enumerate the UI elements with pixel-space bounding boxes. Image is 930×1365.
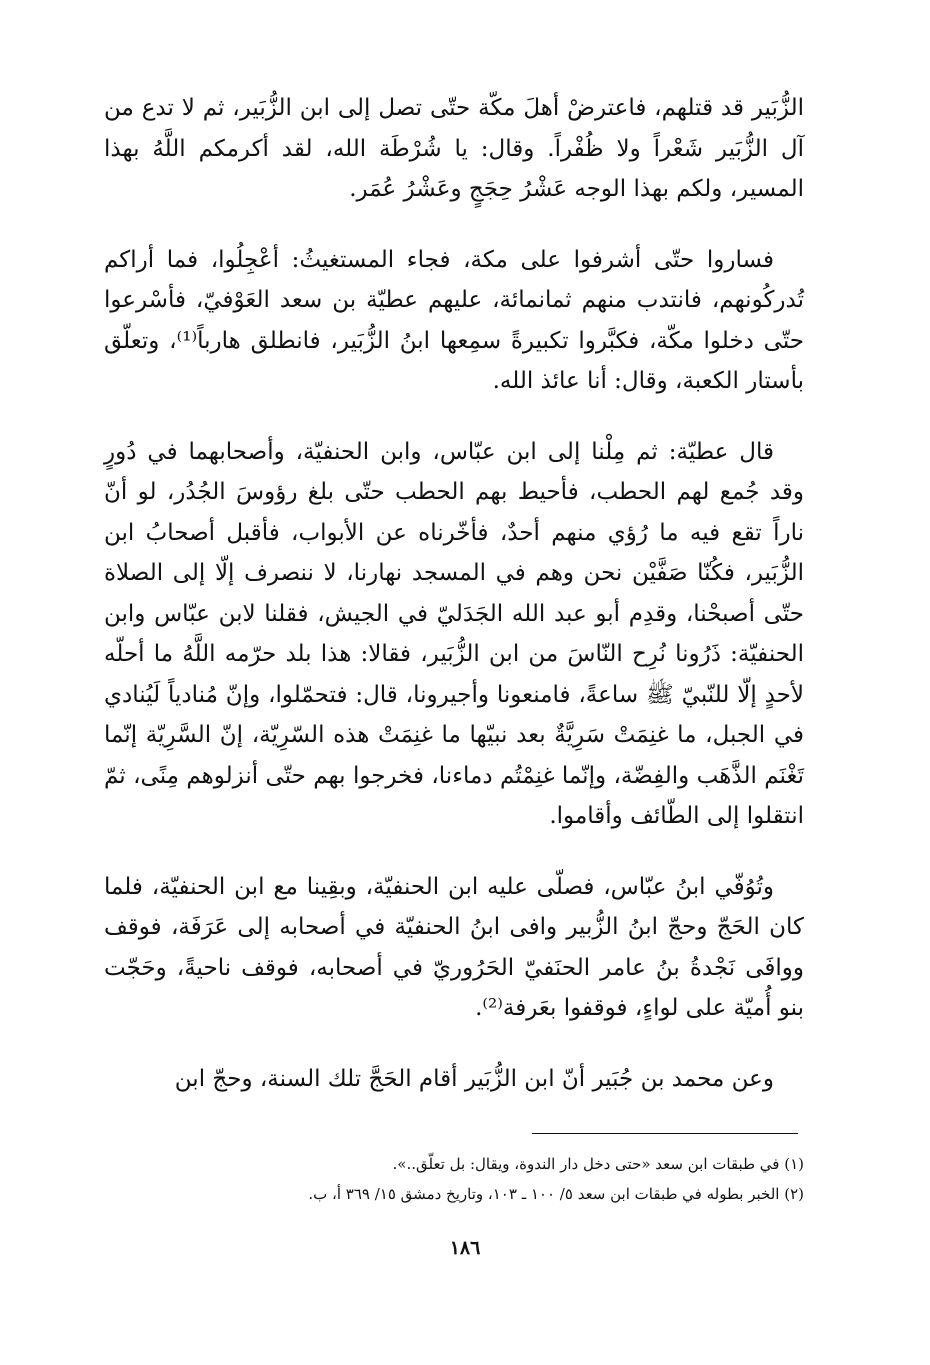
paragraph-2: فساروا حتّى أشرفوا على مكة، فجاء المستغيثُ: أعْجِلُوا، فما أراكم تُدركُونهم، فانتدب منهم ثمانمائة، عليهم عطيّة بن سعد العَوْفيّ، فأسْرعوا حتّى دخلوا مكّة، فكبَّروا تكبيرةً سمِعها ابنُ الزُّبَير، فانطلق هارباً⁽¹⁾، وتعلّق بأستار الكعبة، وقال: أنا عائذ الله.	[104, 246, 804, 394]
main-text	[104, 88, 804, 1099]
paragraph-1: الزُّبَير قد قتلهم، فاعترضْ أهلَ مكّة حتّى تصل إلى ابن الزُّبَير، ثم لا تدع من آل الزُّبَير شَعْراً ولا ظُفْراً. وقال: يا شُرْطَة الله، لقد أكرمكم اللَّهُ بهذا المسير، ولكم بهذا الوجه عَشْرُ حِجَجٍ وعَشْرُ عُمَر.	[104, 95, 804, 202]
footnote-2: (٢) الخبر بطوله في طبقات ابن سعد ٥/ ١٠٠ ـ ١٠٣، وتاريخ دمشق ١٥/ ٣٦٩ أ، ب.	[308, 1185, 804, 1203]
paragraph-3: قال عطيّة: ثم مِلْنا إلى ابن عبّاس، وابن الحنفيّة، وأصحابهما في دُورٍ وقد جُمع لهم الحطب، فأحيط بهم الحطب حتّى بلغ رؤوسَ الجُدُر، لو أنّ ناراً تقع فيه ما رُؤي منهم أحدٌ، فأخّرناه عن الأبواب، فأقبل أصحابُ ابن الزُّبَير، فكُنّا صَفَّيْن نحن وهم في المسجد نهارنا، لا ننصرف إلّا إلى الصلاة حتّى أصبحْنا، وقدِم أبو عبد الله الجَدَليّ في الجيش، فقلنا لابن عبّاس وابن الحنفيّة: ذَرُونا نُرِح النّاسَ من ابن الزُّبَير، فقالا: هذا بلد حرّمه اللَّهُ ما أحلّه لأحدٍ إلّا للنّبيّ ﷺ ساعةً، فامنعونا وأجيرونا، قال: فتحمّلوا، وإنّ مُنادياً لَيُنادي في الجبل، ما غنِمَتْ سَرِيَّةٌ بعد نبيّها ما غنِمَتْ هذه السّرِيّة، إنّ السَّرِيّة إنّما تَغْنَم الذَّهَب والفِضّة، وإنّما غنِمْتُم دماءنا، فخرجوا بهم حتّى أنزلوهم مِنًى، ثمّ انتقلوا إلى الطّائف وأقاموا.	[104, 438, 804, 829]
footnotes	[104, 1149, 804, 1209]
paragraph-4: وتُوُفّي ابنُ عبّاس، فصلّى عليه ابن الحنفيّة، وبقِينا مع ابن الحنفيّة، فلما كان الحَجّ وحجّ ابنُ الزُّبير وافى ابنُ الحنفيّة في أصحابه إلى عَرَفَة، فوقف ووافَى نَجْدةُ بنُ عامر الحنَفيّ الحَرُوريّ في أصحابه، فوقف ناحيةً، وحَجّت بنو أُميّة على لواءٍ، فوقفوا بعَرفة⁽²⁾.	[104, 873, 804, 1021]
footnote-1: (١) في طبقات ابن سعد «حتى دخل دار الندوة، ويقال: بل تعلّق..».	[392, 1155, 804, 1173]
footnote-divider	[532, 1133, 798, 1134]
page-number: ١٨٦	[449, 1237, 481, 1259]
paragraph-5: وعن محمد بن جُبَير أنّ ابن الزُّبَير أقام الحَجَّ تلك السنة، وحجّ ابن	[174, 1065, 774, 1092]
